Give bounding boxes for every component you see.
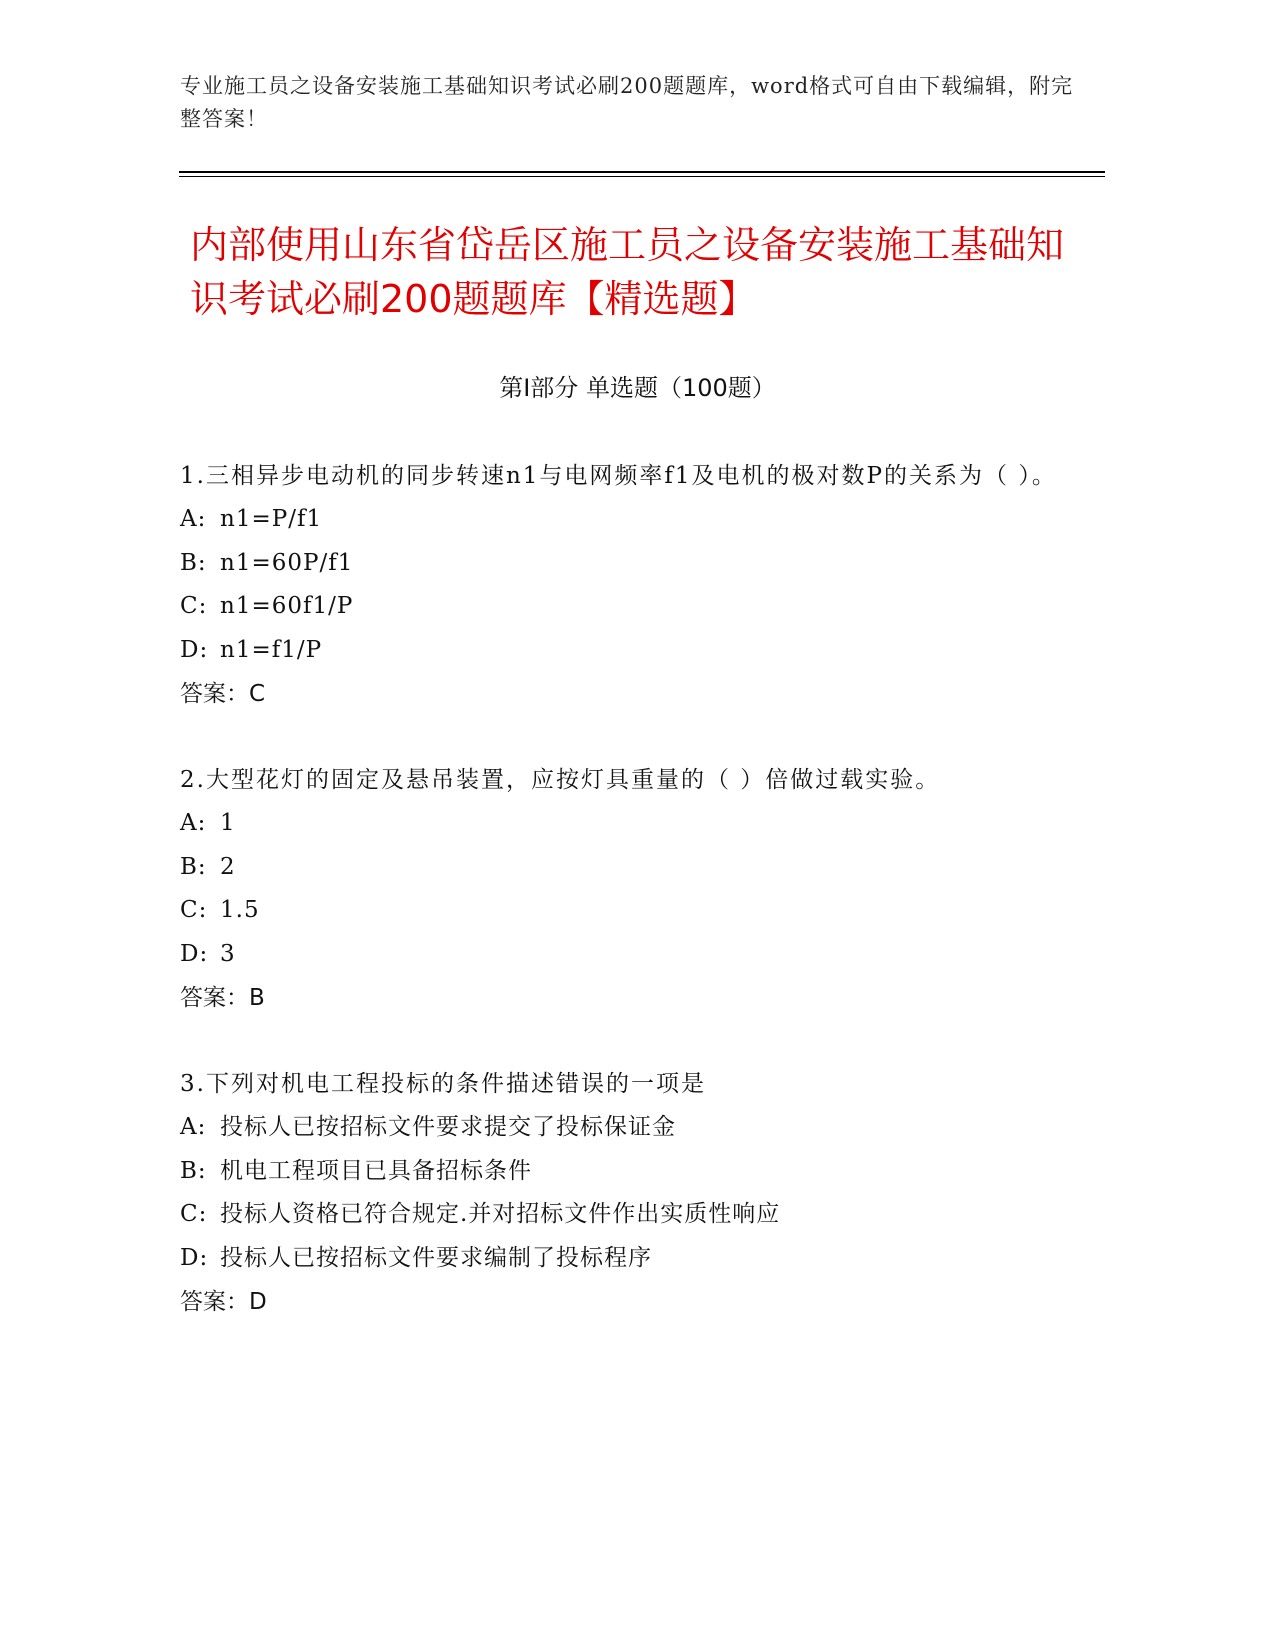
question-3 <box>180 1063 1060 1324</box>
header-rule-thin <box>179 176 1105 177</box>
option-c <box>180 1193 1060 1237</box>
question-list <box>180 455 1060 1367</box>
answer-line: 答案：D <box>180 1289 267 1315</box>
question-1 <box>180 455 1060 716</box>
option-text: 2 <box>220 853 236 880</box>
option-text: 投标人已按招标文件要求提交了投标保证金 <box>220 1114 676 1140</box>
option-text: 3 <box>220 940 236 967</box>
option-letter: B: <box>180 1157 207 1184</box>
option-text: 1.5 <box>220 897 260 923</box>
option-letter: A: <box>180 506 207 532</box>
option-letter: C: <box>180 1201 208 1227</box>
option-text: 机电工程项目已具备招标条件 <box>220 1157 532 1184</box>
option-letter: A: <box>180 1114 207 1140</box>
option-b <box>180 542 1060 586</box>
option-text: 投标人已按招标文件要求编制了投标程序 <box>220 1244 652 1271</box>
option-a <box>180 498 1060 542</box>
option-c <box>180 585 1060 629</box>
option-text: n1=P/f1 <box>220 506 323 532</box>
option-b <box>180 846 1060 890</box>
option-text: n1=60P/f1 <box>220 549 354 576</box>
option-letter: D: <box>180 636 209 663</box>
question-stem: 2.大型花灯的固定及悬吊装置，应按灯具重量的（ ）倍做过载实验。 <box>180 767 941 793</box>
option-text: 1 <box>220 810 236 836</box>
option-b <box>180 1150 1060 1194</box>
option-letter: C: <box>180 897 208 923</box>
question-stem: 3.下列对机电工程投标的条件描述错误的一项是 <box>180 1071 706 1097</box>
question-stem: 1.三相异步电动机的同步转速n1与电网频率f1及电机的极对数P的关系为（ ）。 <box>180 463 1057 489</box>
document-title: 内部使用山东省岱岳区施工员之设备安装施工基础知识考试必刷200题题库【精选题】 <box>190 223 1065 321</box>
option-d <box>180 1237 1060 1281</box>
option-a <box>180 1106 1060 1150</box>
option-letter: A: <box>180 810 207 836</box>
option-c <box>180 889 1060 933</box>
option-text: n1=60f1/P <box>220 593 354 619</box>
answer-line: 答案：C <box>180 681 266 707</box>
option-d <box>180 933 1060 977</box>
option-a <box>180 802 1060 846</box>
option-text: n1=f1/P <box>220 636 323 663</box>
header-rule-thick <box>179 171 1105 173</box>
option-letter: C: <box>180 593 208 619</box>
option-letter: D: <box>180 940 209 967</box>
section-heading: 第I部分 单选题（100题） <box>499 374 776 402</box>
answer-line: 答案：B <box>180 985 265 1011</box>
option-letter: B: <box>180 853 207 880</box>
option-text: 投标人资格已符合规定.并对招标文件作出实质性响应 <box>220 1201 781 1227</box>
option-letter: D: <box>180 1244 209 1271</box>
option-letter: B: <box>180 549 207 576</box>
header-note: 专业施工员之设备安装施工基础知识考试必刷200题题库，word格式可自由下载编辑，附完整答案！ <box>180 74 1074 131</box>
question-2 <box>180 759 1060 1020</box>
option-d <box>180 629 1060 673</box>
